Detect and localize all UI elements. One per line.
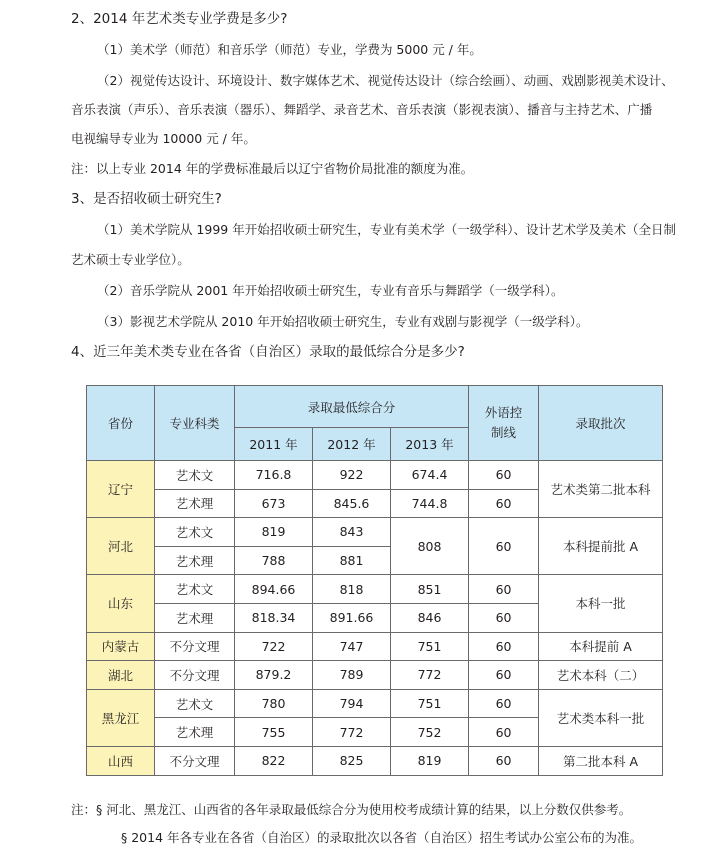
q2-item2-line3: 电视编导专业为 10000 元 / 年。: [71, 131, 256, 146]
q4-title: 4、近三年美术类专业在各省（自治区）录取的最低综合分是多少?: [71, 344, 465, 360]
category-cell: 不分文理: [155, 632, 235, 661]
category-cell: 不分文理: [155, 661, 235, 690]
table-row: [87, 661, 663, 690]
header-batch: 录取批次: [539, 386, 663, 461]
score-2011-cell: 673: [235, 489, 313, 518]
table-row: [87, 632, 663, 661]
score-2011-cell: 780: [235, 689, 313, 718]
foreign-line-cell: 60: [469, 461, 539, 490]
foreign-line-cell: 60: [469, 689, 539, 718]
header-province: 省份: [87, 386, 155, 461]
score-2012-cell: 881: [313, 546, 391, 575]
score-2012-cell: 789: [313, 661, 391, 690]
foreign-line-cell: 60: [469, 718, 539, 747]
q3-item2: （2）音乐学院从 2001 年开始招收硕士研究生，专业有音乐与舞蹈学（一级学科）。: [97, 283, 564, 298]
score-2011-cell: 819: [235, 518, 313, 547]
foreign-line-cell: 60: [469, 575, 539, 604]
score-2012-cell: 845.6: [313, 489, 391, 518]
score-2011-cell: 722: [235, 632, 313, 661]
batch-cell: 第二批本科 A: [539, 746, 663, 775]
header-category: 专业科类: [155, 386, 235, 461]
province-cell: 辽宁: [87, 461, 155, 518]
batch-cell: 本科提前批 A: [539, 518, 663, 575]
score-2011-cell: 788: [235, 546, 313, 575]
category-cell: 艺术理: [155, 603, 235, 632]
q3-item1-line2: 艺术硕士专业学位）。: [71, 252, 190, 267]
category-cell: 不分文理: [155, 746, 235, 775]
category-cell: 艺术文: [155, 575, 235, 604]
q2-item2-line2: 音乐表演（声乐）、音乐表演（器乐）、舞蹈学、录音艺术、音乐表演（影视表演）、播音与主持艺术、广播: [71, 102, 653, 117]
province-cell: 湖北: [87, 661, 155, 690]
header-year-2013: 2013 年: [391, 428, 469, 461]
category-cell: 艺术文: [155, 518, 235, 547]
table-row: [87, 575, 663, 604]
score-2013-cell: 751: [391, 632, 469, 661]
score-2013-cell: 808: [391, 518, 469, 575]
category-cell: 艺术理: [155, 546, 235, 575]
score-2012-cell: 825: [313, 746, 391, 775]
batch-cell: 艺术类本科一批: [539, 689, 663, 746]
table-row: [87, 461, 663, 490]
table-row: [87, 689, 663, 718]
score-2011-cell: 755: [235, 718, 313, 747]
score-2013-cell: 752: [391, 718, 469, 747]
score-2011-cell: 879.2: [235, 661, 313, 690]
score-2013-cell: 744.8: [391, 489, 469, 518]
score-2012-cell: 843: [313, 518, 391, 547]
header-foreign-language-line: 外语控制线: [469, 386, 539, 461]
header-year-2012: 2012 年: [313, 428, 391, 461]
score-2011-cell: 822: [235, 746, 313, 775]
province-cell: 河北: [87, 518, 155, 575]
table-row: [87, 518, 663, 547]
score-2013-cell: 772: [391, 661, 469, 690]
score-2011-cell: 716.8: [235, 461, 313, 490]
score-2013-cell: 819: [391, 746, 469, 775]
score-2011-cell: 818.34: [235, 603, 313, 632]
batch-cell: 艺术类第二批本科: [539, 461, 663, 518]
score-2012-cell: 794: [313, 689, 391, 718]
foreign-line-cell: 60: [469, 489, 539, 518]
q2-item2-line1: （2）视觉传达设计、环境设计、数字媒体艺术、视觉传达设计（综合绘画）、动画、戏剧影视美术设计、: [97, 73, 674, 88]
foreign-line-cell: 60: [469, 518, 539, 575]
table-row: [87, 746, 663, 775]
score-2012-cell: 747: [313, 632, 391, 661]
category-cell: 艺术文: [155, 461, 235, 490]
score-2013-cell: 851: [391, 575, 469, 604]
q3-title: 3、是否招收硕士研究生?: [71, 191, 222, 207]
foreign-line-cell: 60: [469, 603, 539, 632]
header-min-score: 录取最低综合分: [235, 386, 469, 428]
batch-cell: 艺术本科（二）: [539, 661, 663, 690]
foreign-line-cell: 60: [469, 632, 539, 661]
score-2012-cell: 891.66: [313, 603, 391, 632]
footnote-1: 注：§ 河北、黑龙江、山西省的各年录取最低综合分为使用校考成绩计算的结果，以上分数仅供参考。: [71, 802, 632, 817]
header-year-2011: 2011 年: [235, 428, 313, 461]
footnote-2: § 2014 年各专业在各省（自治区）的录取批次以各省（自治区）招生考试办公室公布的为准。: [121, 830, 643, 845]
category-cell: 艺术文: [155, 689, 235, 718]
q2-title: 2、2014 年艺术类专业学费是多少?: [71, 11, 288, 27]
score-2012-cell: 772: [313, 718, 391, 747]
score-2013-cell: 846: [391, 603, 469, 632]
province-cell: 内蒙古: [87, 632, 155, 661]
score-2012-cell: 818: [313, 575, 391, 604]
score-2013-cell: 751: [391, 689, 469, 718]
q2-note: 注：以上专业 2014 年的学费标准最后以辽宁省物价局批准的额度为准。: [71, 161, 474, 176]
foreign-line-cell: 60: [469, 661, 539, 690]
province-cell: 山西: [87, 746, 155, 775]
category-cell: 艺术理: [155, 718, 235, 747]
admission-score-table: [86, 385, 663, 776]
province-cell: 山东: [87, 575, 155, 632]
q3-item1-line1: （1）美术学院从 1999 年开始招收硕士研究生，专业有美术学（一级学科）、设计艺术学及美术（全日制: [97, 222, 676, 237]
batch-cell: 本科一批: [539, 575, 663, 632]
score-2013-cell: 674.4: [391, 461, 469, 490]
score-2012-cell: 922: [313, 461, 391, 490]
foreign-line-cell: 60: [469, 746, 539, 775]
batch-cell: 本科提前 A: [539, 632, 663, 661]
category-cell: 艺术理: [155, 489, 235, 518]
q2-item1: （1）美术学（师范）和音乐学（师范）专业，学费为 5000 元 / 年。: [97, 42, 482, 57]
q3-item3: （3）影视艺术学院从 2010 年开始招收硕士研究生，专业有戏剧与影视学（一级学科）。: [97, 314, 589, 329]
score-2011-cell: 894.66: [235, 575, 313, 604]
province-cell: 黑龙江: [87, 689, 155, 746]
